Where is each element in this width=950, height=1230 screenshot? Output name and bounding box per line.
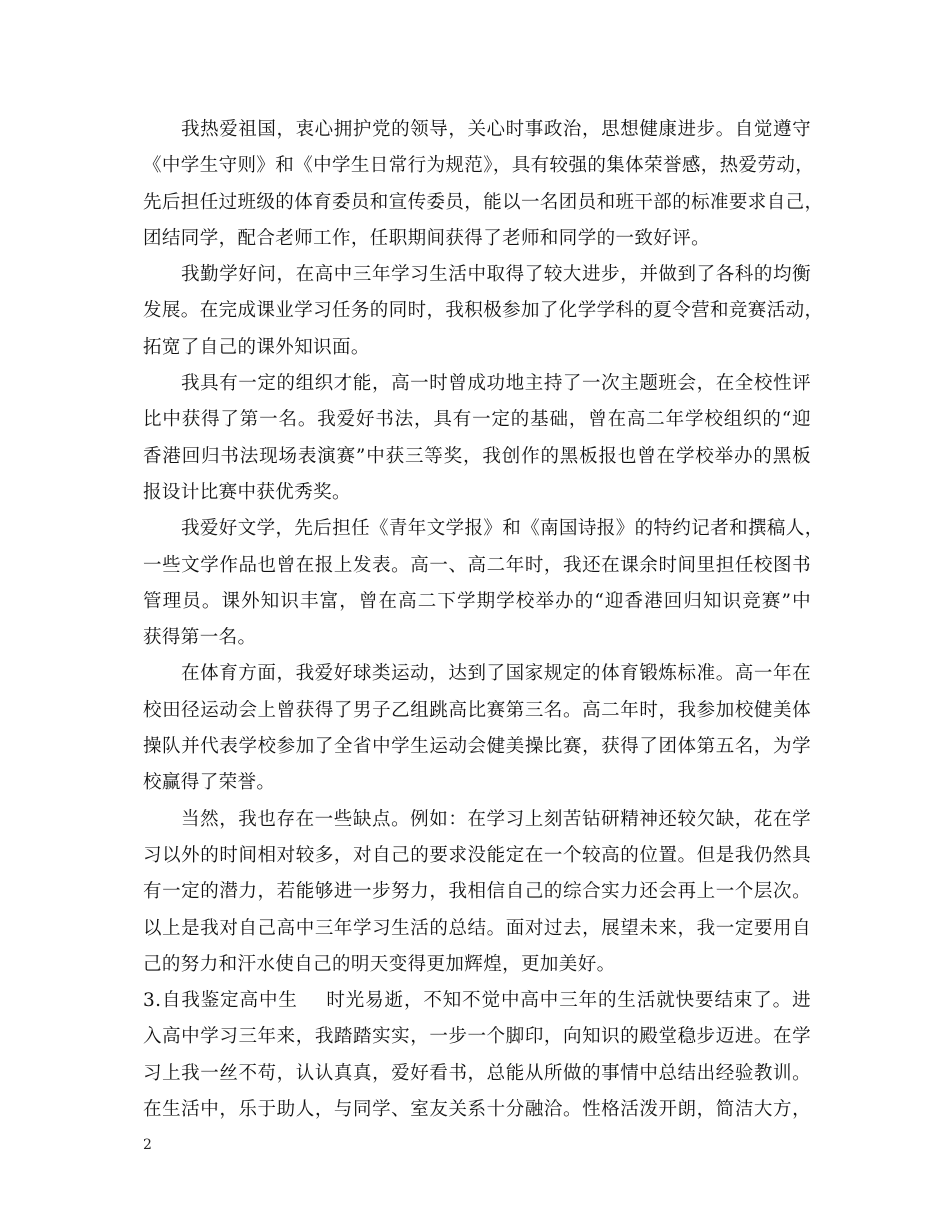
text-line: 己的努力和汗水使自己的明天变得更加辉煌，更加美好。 [143, 953, 616, 975]
text-line: 操队并代表学校参加了全省中学生运动会健美操比赛，获得了团体第五名，为学 [143, 736, 811, 758]
text-line: 在体育方面，我爱好球类运动，达到了国家规定的体育锻炼标准。高一年在 [181, 663, 811, 685]
text-line: 习上我一丝不苟，认认真真，爱好看书，总能从所做的事情中总结出经验教训。 [143, 1062, 811, 1084]
text-line: 我具有一定的组织才能，高一时曾成功地主持了一次主题班会，在全校性评 [181, 373, 811, 395]
text-line: 我热爱祖国，衷心拥护党的领导，关心时事政治，思想健康进步。自觉遵守 [181, 119, 811, 140]
text-line: 先后担任过班级的体育委员和宣传委员，能以一名团员和班干部的标准要求自己， [143, 191, 824, 213]
text-line: 我爱好文学，先后担任《青年文学报》和《南国诗报》的特约记者和撰稿人， [181, 518, 824, 540]
text-line: 获得第一名。 [143, 627, 257, 649]
text-line: 《中学生守则》和《中学生日常行为规范》，具有较强的集体荣誉感，热爱劳动， [143, 155, 815, 177]
text-line: 拓宽了自己的课外知识面。 [143, 336, 370, 358]
text-line: 习以外的时间相对较多，对自己的要求没能定在一个较高的位置。但是我仍然具 [143, 844, 811, 866]
page-number: 2 [143, 1137, 152, 1153]
text-line: 管理员。课外知识丰富，曾在高二下学期学校举办的“迎香港回归知识竞赛”中 [143, 590, 811, 612]
text-line: 校赢得了荣誉。 [143, 772, 276, 794]
text-line: 校田径运动会上曾获得了男子乙组跳高比赛第三名。高二年时，我参加校健美体 [143, 699, 811, 721]
document-body [143, 112, 824, 1128]
text-line: 入高中学习三年来，我踏踏实实，一步一个脚印，向知识的殿堂稳步迈进。在学 [143, 1026, 811, 1048]
section-heading-line [143, 983, 811, 1019]
text-line: 一些文学作品也曾在报上发表。高一、高二年时，我还在课余时间里担任校图书 [143, 554, 811, 576]
text-line: 当然，我也存在一些缺点。例如：在学习上刻苦钻研精神还较欠缺，花在学 [181, 808, 811, 830]
text-line: 香港回归书法现场表演赛”中获三等奖，我创作的黑板报也曾在学校举办的黑板 [143, 445, 811, 467]
section-text: 时光易逝，不知不觉中高中三年的生活就快要结束了。进 [325, 990, 811, 1012]
text-line: 有一定的潜力，若能够进一步努力，我相信自己的综合实力还会再上一个层次。 [143, 881, 811, 903]
text-line: 以上是我对自己高中三年学习生活的总结。面对过去，展望未来，我一定要用自 [143, 917, 811, 939]
text-line: 发展。在完成课业学习任务的同时，我积极参加了化学学科的夏令营和竞赛活动， [143, 300, 824, 322]
section-heading: 3.自我鉴定高中生 [143, 990, 298, 1012]
text-line: 团结同学，配合老师工作，任职期间获得了老师和同学的一致好评。 [143, 227, 711, 249]
text-line: 报设计比赛中获优秀奖。 [143, 481, 351, 503]
text-line: 我勤学好问，在高中三年学习生活中取得了较大进步，并做到了各科的均衡 [181, 264, 811, 286]
text-line: 比中获得了第一名。我爱好书法，具有一定的基础，曾在高二年学校组织的“迎 [143, 409, 811, 431]
text-line: 在生活中，乐于助人，与同学、室友关系十分融洽。性格活泼开朗，简洁大方， [143, 1099, 811, 1121]
